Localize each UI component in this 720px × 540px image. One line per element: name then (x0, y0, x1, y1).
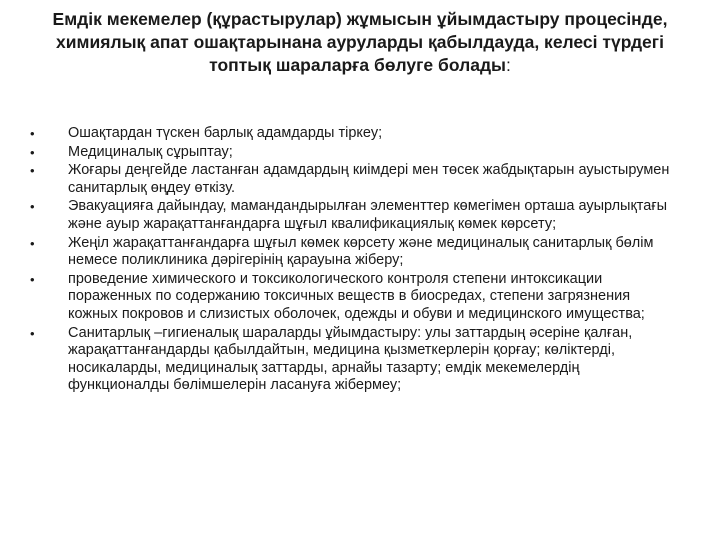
bullet-list (30, 125, 670, 395)
bullet-item-2 (30, 144, 670, 162)
slide-title-colon: : (506, 55, 511, 75)
bullet-icon: • (30, 144, 35, 160)
bullet-text-6: проведение химического и токсикологического контроля степени интоксикации пораженных по содержанию токсичных веществ в биосредах, степени загрязнения кожных покровов и слизистых оболочек, одежды и обуви и медицинского имущества; (68, 270, 645, 322)
bullet-text-5: Жеңіл жарақаттанғандарға шұғыл көмек көрсету және медициналық санитарлық бөлім немесе поликлиника дәрігерінің қарауына жіберу; (68, 234, 654, 269)
bullet-icon: • (30, 163, 35, 179)
bullet-item-6 (30, 271, 670, 324)
bullet-text-4: Эвакуацияға дайындау, мамандандырылған элементтер көмегімен орташа ауырлықтағы және ауыр жарақаттанғандарға шұғыл квалификациялық көмек көрсету; (68, 198, 668, 232)
bullet-item-5 (30, 235, 670, 270)
bullet-icon: • (30, 325, 35, 341)
slide-title (40, 8, 680, 77)
bullet-text-3: Жоғары деңгейде ластанған адамдардың киімдері мен төсек жабдықтарын ауыстырумен санитарлық өңдеу өткізу. (68, 162, 670, 196)
bullet-item-3 (30, 162, 670, 197)
bullet-text-7: Санитарлық –гигиеналық шараларды ұйымдастыру: улы заттардың әсеріне қалған, жарақаттанғандарды қабылдайтын, медицина қызметкерлерін қорғау; көліктерді, носикаларды, медициналық заттарды, арнайы тазарту; емдік мекемелердің функционалды бөлімшелерін ласануға жібермеу; (68, 324, 633, 394)
bullet-item-1 (30, 125, 670, 143)
bullet-icon: • (30, 271, 35, 287)
bullet-icon: • (30, 235, 35, 251)
bullet-item-4 (30, 198, 670, 233)
slide-title-text: Емдік мекемелер (құрастырулар) жұмысын ұйымдастыру процесінде, химиялық апат ошақтарынана ауруларды қабылдауда, келесі түрдегі топтық шараларға бөлуге болады (52, 9, 668, 75)
bullet-text-2: Медициналық сұрыптау; (68, 143, 233, 160)
bullet-icon: • (30, 126, 35, 141)
bullet-icon: • (30, 199, 35, 215)
bullet-text-1: Ошақтардан түскен барлық адамдарды тіркеу; (68, 125, 383, 141)
bullet-item-7 (30, 325, 670, 395)
